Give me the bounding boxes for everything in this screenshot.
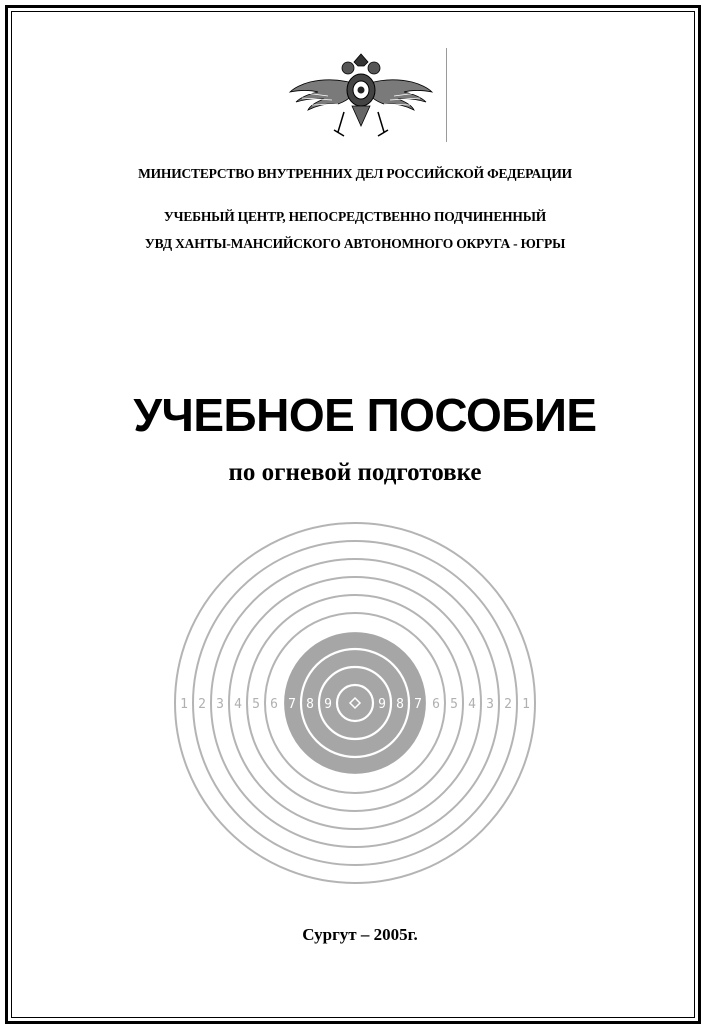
target-ring-label: 7 xyxy=(414,697,422,712)
target-ring-label: 4 xyxy=(234,697,242,712)
target-ring-label: 2 xyxy=(504,697,512,712)
training-center-line-1: УЧЕБНЫЙ ЦЕНТР, НЕПОСРЕДСТВЕННО ПОДЧИНЕННЫЙ xyxy=(163,209,547,224)
target-ring-label: 6 xyxy=(270,697,278,712)
target-ring-label: 1 xyxy=(180,697,188,712)
page-subtitle: по огневой подготовке xyxy=(228,459,482,486)
ministry-heading: МИНИСТЕРСТВО ВНУТРЕННИХ ДЕЛ РОССИЙСКОЙ ФЕДЕРАЦИИ xyxy=(138,166,572,181)
target-ring-label: 3 xyxy=(216,697,224,712)
target-ring-label: 8 xyxy=(306,697,314,712)
target-ring-label: 5 xyxy=(252,697,260,712)
shooting-target xyxy=(170,518,540,888)
target-ring-label: 3 xyxy=(486,697,494,712)
target-ring-label: 1 xyxy=(522,697,530,712)
page-title: УЧЕБНОЕ ПОСОБИЕ xyxy=(133,389,597,441)
target-ring-label: 8 xyxy=(396,697,404,712)
target-ring-label: 4 xyxy=(468,697,476,712)
target-ring-label: 6 xyxy=(432,697,440,712)
emblem-divider xyxy=(446,48,447,142)
footer-city-year: Сургут – 2005г. xyxy=(302,925,418,944)
target-ring-label: 9 xyxy=(324,697,332,712)
target-ring-label: 9 xyxy=(378,697,386,712)
target-ring-label: 7 xyxy=(288,697,296,712)
training-center-line-2: УВД ХАНТЫ-МАНСИЙСКОГО АВТОНОМНОГО ОКРУГА - ЮГРЫ xyxy=(144,236,566,251)
mvd-eagle-emblem-icon xyxy=(288,52,434,138)
target-ring-label: 5 xyxy=(450,697,458,712)
target-ring-label: 2 xyxy=(198,697,206,712)
